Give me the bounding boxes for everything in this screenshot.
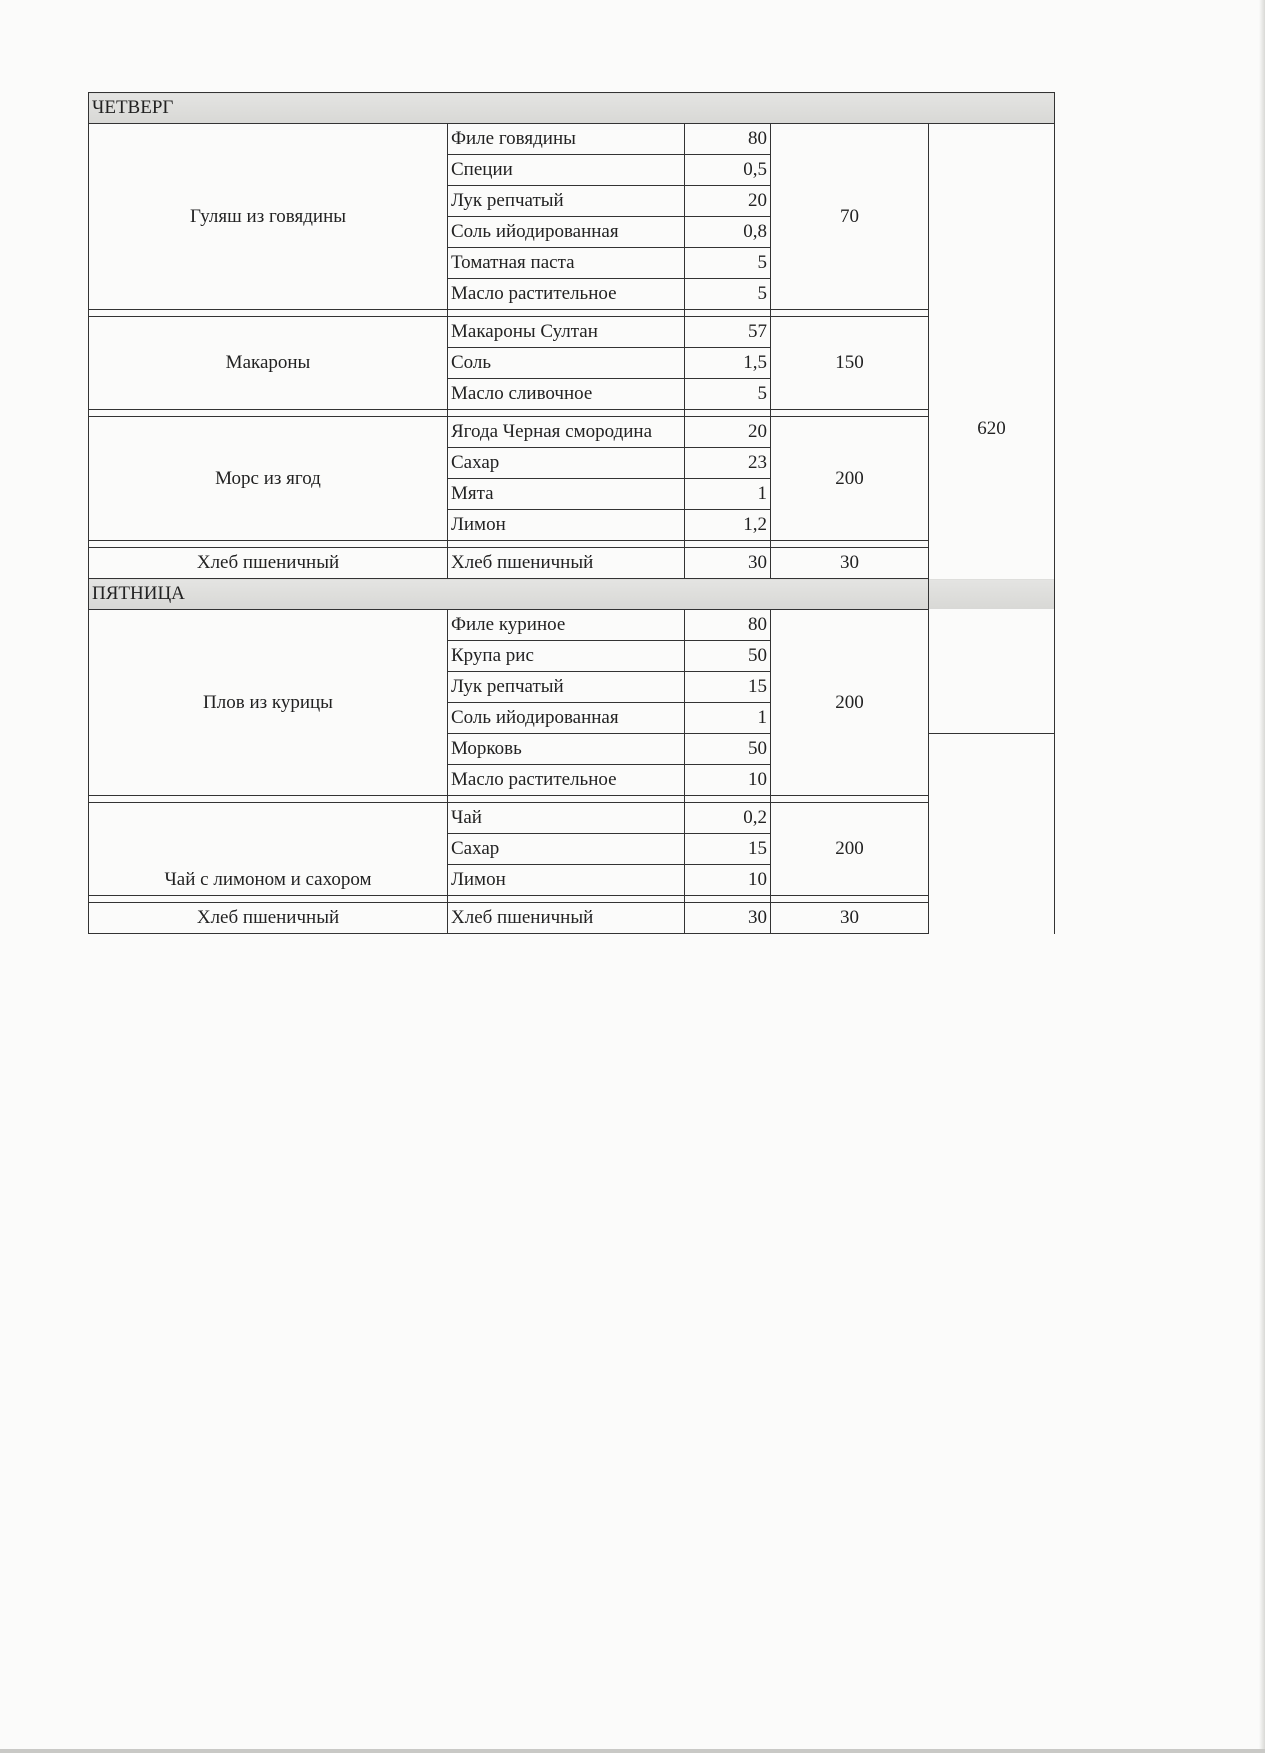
- ingredient-qty: 15: [685, 834, 771, 865]
- ingredient-qty: 1,5: [685, 348, 771, 379]
- dish-portion: 30: [771, 903, 929, 934]
- ingredient-name: Соль ийодированная: [448, 217, 685, 248]
- dish-name: Плов из курицы: [89, 610, 448, 796]
- ingredient-name: Крупа рис: [448, 641, 685, 672]
- ingredient-name: Филе говядины: [448, 124, 685, 155]
- ingredient-name: Соль: [448, 348, 685, 379]
- ingredient-name: Масло растительное: [448, 765, 685, 796]
- ingredient-qty: 10: [685, 765, 771, 796]
- ingredient-row: [89, 124, 1055, 155]
- separator-row: [89, 796, 1055, 803]
- ingredient-name: Лук репчатый: [448, 186, 685, 217]
- ingredient-qty: 30: [685, 903, 771, 934]
- menu-table: [88, 92, 1055, 934]
- ingredient-name: Сахар: [448, 834, 685, 865]
- dish-portion: 200: [771, 610, 929, 796]
- ingredient-name: Сахар: [448, 448, 685, 479]
- ingredient-qty: 20: [685, 417, 771, 448]
- ingredient-name: Хлеб пшеничный: [448, 903, 685, 934]
- dish-portion: 200: [771, 417, 929, 541]
- ingredient-qty: 80: [685, 610, 771, 641]
- ingredient-name: Масло растительное: [448, 279, 685, 310]
- ingredient-qty: 10: [685, 865, 771, 896]
- ingredient-row: [89, 417, 1055, 448]
- day-header-row: [89, 93, 1055, 124]
- dish-name: Макароны: [89, 317, 448, 410]
- ingredient-qty: 1: [685, 479, 771, 510]
- ingredient-name: Томатная паста: [448, 248, 685, 279]
- ingredient-name: Лимон: [448, 510, 685, 541]
- dish-portion: 30: [771, 548, 929, 579]
- ingredient-qty: 0,2: [685, 803, 771, 834]
- ingredient-qty: 15: [685, 672, 771, 703]
- day-header-row: [89, 579, 1055, 610]
- ingredient-qty: 5: [685, 379, 771, 410]
- page-bottom-edge: [0, 1749, 1265, 1753]
- day-title: ЧЕТВЕРГ: [89, 93, 1055, 124]
- ingredient-name: Хлеб пшеничный: [448, 548, 685, 579]
- ingredient-qty: 57: [685, 317, 771, 348]
- ingredient-row: [89, 548, 1055, 579]
- dish-portion: 150: [771, 317, 929, 410]
- separator-row: [89, 541, 1055, 548]
- ingredient-name: Лук репчатый: [448, 672, 685, 703]
- ingredient-name: Чай: [448, 803, 685, 834]
- ingredient-qty: 50: [685, 641, 771, 672]
- ingredient-name: Филе куриное: [448, 610, 685, 641]
- dish-portion: 70: [771, 124, 929, 310]
- ingredient-qty: 23: [685, 448, 771, 479]
- ingredient-row: [89, 610, 1055, 641]
- ingredient-name: Специи: [448, 155, 685, 186]
- dish-name: Чай с лимоном и сахором: [89, 803, 448, 896]
- ingredient-name: Лимон: [448, 865, 685, 896]
- ingredient-qty: 1: [685, 703, 771, 734]
- ingredient-row: [89, 803, 1055, 834]
- separator-row: [89, 896, 1055, 903]
- ingredient-name: Ягода Черная смородина: [448, 417, 685, 448]
- ingredient-qty: 30: [685, 548, 771, 579]
- ingredient-qty: 50: [685, 734, 771, 765]
- ingredient-qty: 20: [685, 186, 771, 217]
- ingredient-row: [89, 903, 1055, 934]
- page-edge-shadow: [1259, 0, 1265, 1753]
- dish-name: Гуляш из говядины: [89, 124, 448, 310]
- separator-row: [89, 410, 1055, 417]
- ingredient-qty: 0,8: [685, 217, 771, 248]
- dish-name: Хлеб пшеничный: [89, 548, 448, 579]
- ingredient-name: Мята: [448, 479, 685, 510]
- ingredient-qty: 5: [685, 248, 771, 279]
- separator-row: [89, 310, 1055, 317]
- day-total: 620: [929, 124, 1055, 734]
- dish-name: Морс из ягод: [89, 417, 448, 541]
- ingredient-name: Морковь: [448, 734, 685, 765]
- ingredient-qty: 5: [685, 279, 771, 310]
- day-title: ПЯТНИЦА: [89, 579, 1055, 610]
- dish-portion: 200: [771, 803, 929, 896]
- ingredient-name: Масло сливочное: [448, 379, 685, 410]
- ingredient-name: Соль ийодированная: [448, 703, 685, 734]
- ingredient-row: [89, 317, 1055, 348]
- ingredient-name: Макароны Султан: [448, 317, 685, 348]
- ingredient-qty: 1,2: [685, 510, 771, 541]
- dish-name: Хлеб пшеничный: [89, 903, 448, 934]
- ingredient-qty: 80: [685, 124, 771, 155]
- ingredient-qty: 0,5: [685, 155, 771, 186]
